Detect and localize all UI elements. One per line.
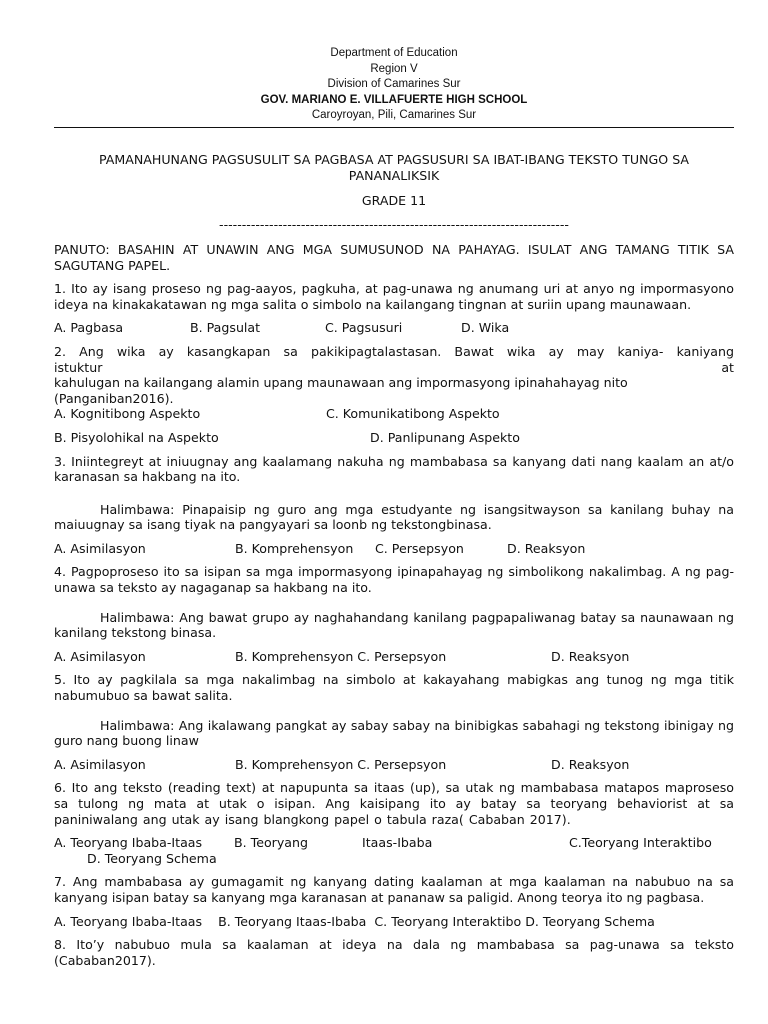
choice-d: D. Teoryang Schema bbox=[87, 850, 217, 866]
exam-page bbox=[54, 0, 734, 968]
instructions: PANUTO: BASAHIN AT UNAWIN ANG MGA SUMUSUNOD NA PAHAYAG. ISULAT ANG TAMANG TITIK SA SAGUTANG PAPEL. bbox=[54, 241, 734, 273]
choice-c: C. Pagsusuri bbox=[325, 320, 403, 336]
question-2-line-2 bbox=[54, 360, 734, 376]
question-4-choices bbox=[54, 649, 734, 665]
choice-b-continued: Itaas-Ibaba bbox=[362, 835, 433, 851]
choice-a: A. Kognitibong Aspekto bbox=[54, 406, 201, 422]
question-4-example: Halimbawa: Ang bawat grupo ay naghahandang kanilang pagpapaliwanag batay sa naunawaan ng kanilang tekstong binasa. bbox=[54, 609, 734, 641]
exam-title: PAMANAHUNANG PAGSUSULIT SA PAGBASA AT PAGSUSURI SA IBAT-IBANG TEKSTO TUNGO SA PANANALIKSIK bbox=[98, 151, 690, 183]
choice-d: D. Reaksyon bbox=[551, 648, 630, 664]
department-line: Department of Education bbox=[330, 47, 458, 59]
question-7: 7. Ang mambabasa ay gumagamit ng kanyang dating kaalaman at mga kaalaman na nabubuo na sa kanyang isipan batay sa kanyang mga karanasan at pananaw sa paligid. Anong teorya ito ng pagbasa. bbox=[54, 874, 734, 905]
question-2-line-1: 2. Ang wika ay kasangkapan sa pakikipagtalastasan. Bawat wika ay may kaniya- kaniyang bbox=[54, 343, 734, 359]
question-7-choices: A. Teoryang Ibaba-Itaas B. Teoryang Itaas-Ibaba C. Teoryang Interaktibo D. Teoryang Schema bbox=[54, 913, 655, 929]
question-6-choices-row-1 bbox=[54, 835, 734, 851]
separator-line: ----------------------------------------------------------------------------- bbox=[219, 216, 569, 232]
question-3-example: Halimbawa: Pinapaisip ng guro ang mga estudyante ng isangsitwayson sa kanilang buhay na maiuugnay sa isang tiyak na pangyayari sa loonb ng tekstongbinasa. bbox=[54, 501, 734, 533]
question-2-word-b: at bbox=[721, 359, 734, 375]
question-5-example: Halimbawa: Ang ikalawang pangkat ay sabay sabay na binibigkas sabahagi ng tekstong ibinigay ng guro nang buong linaw bbox=[54, 717, 734, 749]
question-5: 5. Ito ay pagkilala sa mga nakalimbag na simbolo at kakayahang mabigkas ang tunog ng mga titik nabumubuo sa bawat salita. bbox=[54, 672, 734, 704]
header-rule bbox=[54, 127, 734, 128]
choice-b: B. Teoryang bbox=[234, 835, 308, 851]
question-6: 6. Ito ang teksto (reading text) at napupunta sa itaas (up), sa utak ng mambabasa matapos maproseso sa tulong ng mata at utak o isipan. Ang kaisipang ito ay batay sa teoryang behaviorist at sa paniniwalang ang utak ay isang blangkong papel o tabula raza( Cababan 2017). bbox=[54, 780, 734, 827]
choice-b: B. Pagsulat bbox=[190, 320, 261, 336]
school-name: GOV. MARIANO E. VILLAFUERTE HIGH SCHOOL bbox=[260, 93, 528, 106]
question-2-word-a: istuktur bbox=[54, 359, 103, 375]
choice-a: A. Teoryang Ibaba-Itaas bbox=[54, 835, 203, 851]
question-2-choices-row-2 bbox=[54, 430, 734, 446]
choice-d: D. Reaksyon bbox=[551, 756, 630, 772]
question-3-choices bbox=[54, 541, 734, 557]
choice-d: D. Panlipunang Aspekto bbox=[370, 429, 520, 445]
choice-c: C.Teoryang Interaktibo bbox=[569, 835, 712, 851]
question-1-choices bbox=[54, 320, 734, 336]
question-6-choices-row-2 bbox=[54, 851, 734, 867]
grade-level: GRADE 11 bbox=[361, 192, 427, 208]
question-2 bbox=[54, 344, 734, 406]
question-2-line-3: kahulugan na kailangang alamin upang maunawaan ang impormasyong ipinahahayag nito bbox=[54, 375, 628, 391]
choice-b: B. Pisyolohikal na Aspekto bbox=[54, 429, 219, 445]
question-2-line-4: (Panganiban2016). bbox=[54, 390, 174, 406]
letterhead bbox=[54, 0, 734, 124]
school-address: Caroyroyan, Pili, Camarines Sur bbox=[311, 109, 477, 122]
question-2-choices-row-1 bbox=[54, 406, 734, 422]
division-line: Division of Camarines Sur bbox=[327, 78, 461, 91]
choice-b-c: B. Komprehensyon C. Persepsyon bbox=[235, 756, 447, 772]
choice-b-c: B. Komprehensyon C. Persepsyon bbox=[235, 648, 447, 664]
question-5-choices bbox=[54, 757, 734, 773]
choice-c: C. Persepsyon bbox=[375, 540, 464, 556]
choice-a: A. Asimilasyon bbox=[54, 756, 146, 772]
question-4: 4. Pagpoproseso ito sa isipan sa mga impormasyong ipinapahayag ng simbolikong nakalimbag. A ng pag-unawa sa teksto ay nagaganap sa hakbang na ito. bbox=[54, 564, 734, 596]
choice-d: D. Wika bbox=[461, 320, 510, 336]
question-8: 8. Ito’y nabubuo mula sa kaalaman at ideya na dala ng mambabasa sa pag-unawa sa teksto (Cababan2017). bbox=[54, 937, 734, 968]
choice-b: B. Komprehensyon bbox=[235, 540, 354, 556]
question-3: 3. Iniintegreyt at iniuugnay ang kaalamang nakuha ng mambabasa sa kanyang dati nang kaalam an at/o karanasan sa hakbang na ito. bbox=[54, 453, 734, 485]
choice-a: A. Asimilasyon bbox=[54, 648, 146, 664]
choice-d: D. Reaksyon bbox=[507, 540, 586, 556]
region-line: Region V bbox=[370, 62, 418, 75]
choice-a: A. Pagbasa bbox=[54, 320, 124, 336]
choice-c: C. Komunikatibong Aspekto bbox=[326, 406, 500, 422]
question-1: 1. Ito ay isang proseso ng pag-aayos, pagkuha, at pag-unawa ng anumang uri at anyo ng impormasyono ideya na kinakakatawan ng mga salita o simbolo na kailangang tingnan at suriin upang maunawaan. bbox=[54, 281, 734, 312]
choice-a: A. Asimilasyon bbox=[54, 540, 146, 556]
